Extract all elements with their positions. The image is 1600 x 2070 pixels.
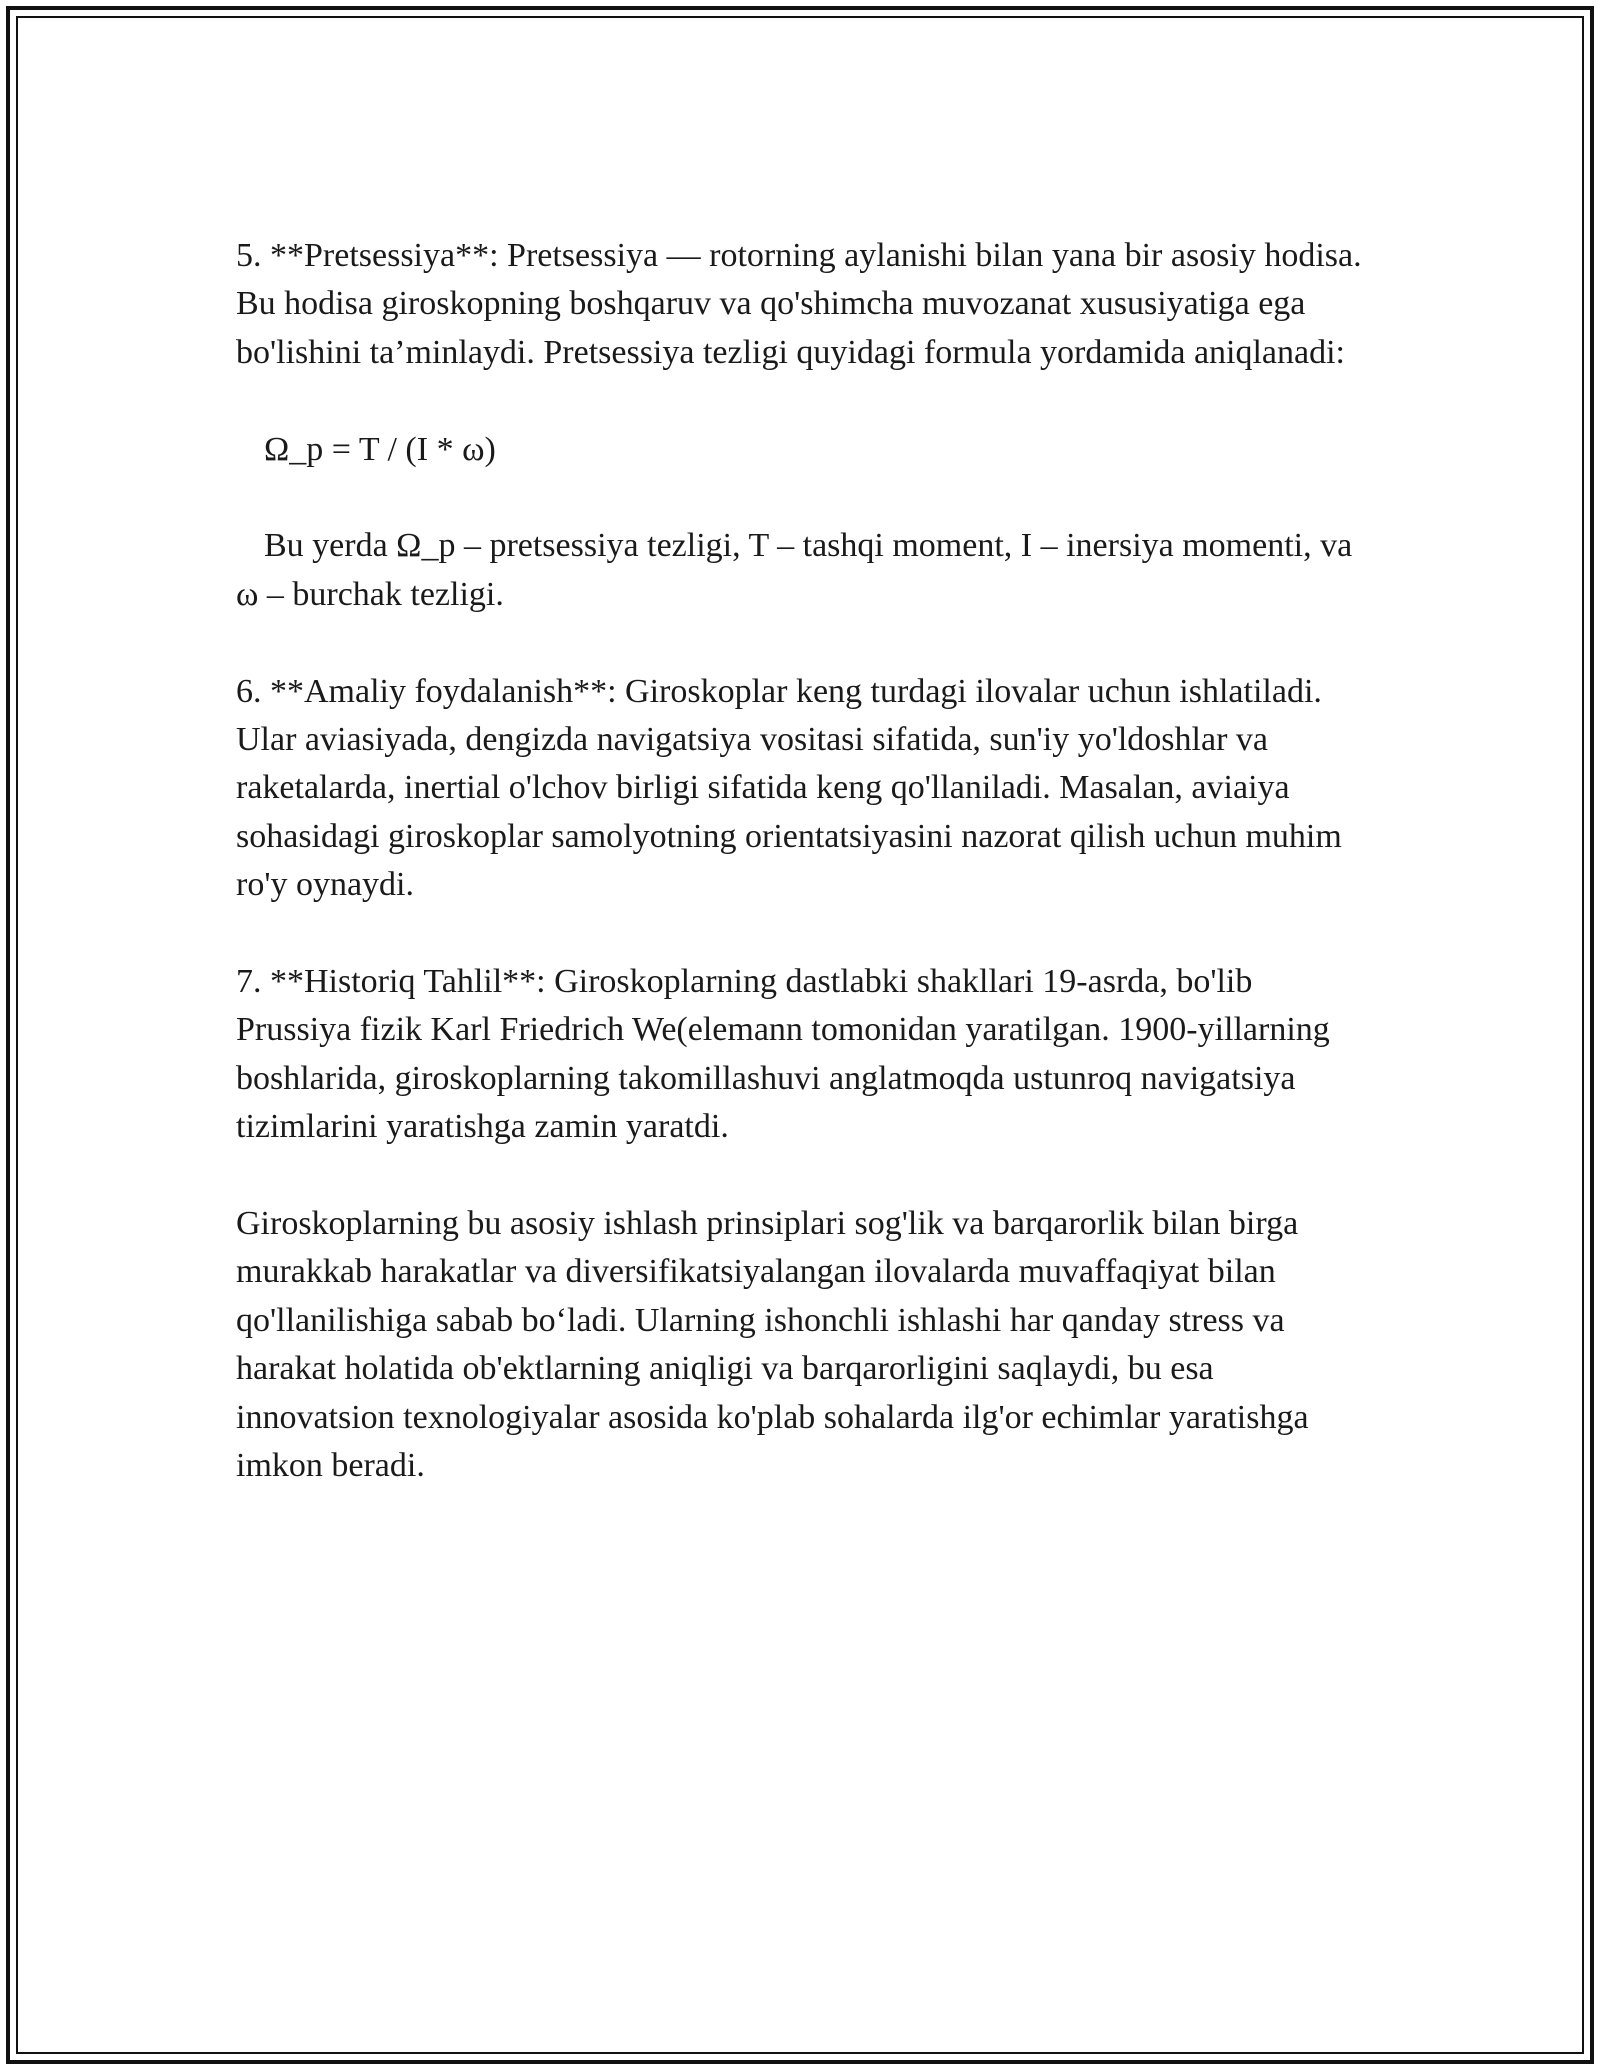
paragraph-precession: 5. **Pretsessiya**: Pretsessiya — rotorning aylanishi bilan yana bir asosiy hodisa. Bu hodisa giroskopning boshqaruv va qo'shimcha muvozanat xususiyatiga ega bo'lishini ta’minlaydi. Pretsessiya tezligi quyidagi formula yordamida aniqlanadi: <box>236 237 1362 371</box>
paragraph-practical-use: 6. **Amaliy foydalanish**: Giroskoplar keng turdagi ilovalar uchun ishlatiladi. Ular aviasiyada, dengizda navigatsiya vositasi sifatida, sun'iy yo'ldoshlar va raketalarda, inertial o'lchov birligi sifatida keng qo'llaniladi. Masalan, aviaiya sohasidagi giroskoplar samolyotning orientatsiyasini nazorat qilish uchun muhim ro'y oynaydi. <box>236 672 1342 904</box>
paragraph-historical-analysis: 7. **Historiq Tahlil**: Giroskoplarning dastlabki shakllari 19-asrda, bo'lib Prussiya fizik Karl Friedrich We(elemann tomonidan yaratilgan. 1900-yillarning boshlarida, giroskoplarning takomillashuvi anglatmoqda ustunroq navigatsiya tizimlarini yaratishga zamin yaratdi. <box>236 963 1330 1146</box>
formula-precession-rate: Ω_p = T / (I * ω) <box>264 430 496 468</box>
paragraph-conclusion: Giroskoplarning bu asosiy ishlash prinsiplari sog'lik va barqarorlik bilan birga murakkab harakatlar va diversifikatsiyalangan ilovalarda muvaffaqiyat bilan qo'llanilishiga sabab bo‘ladi. Ularning ishonchli ishlashi har qanday stress va harakat holatida ob'ektlarning aniqligi va barqarorligini saqlaydi, bu esa innovatsion texnologiyalar asosida ko'plab sohalarda ilg'or echimlar yaratishga imkon beradi. <box>236 1205 1309 1485</box>
document-body <box>236 232 1376 1539</box>
paragraph-formula-explanation: Bu yerda Ω_p – pretsessiya tezligi, T – tashqi moment, I – inersiya momenti, va ω – burchak tezligi. <box>236 527 1353 613</box>
